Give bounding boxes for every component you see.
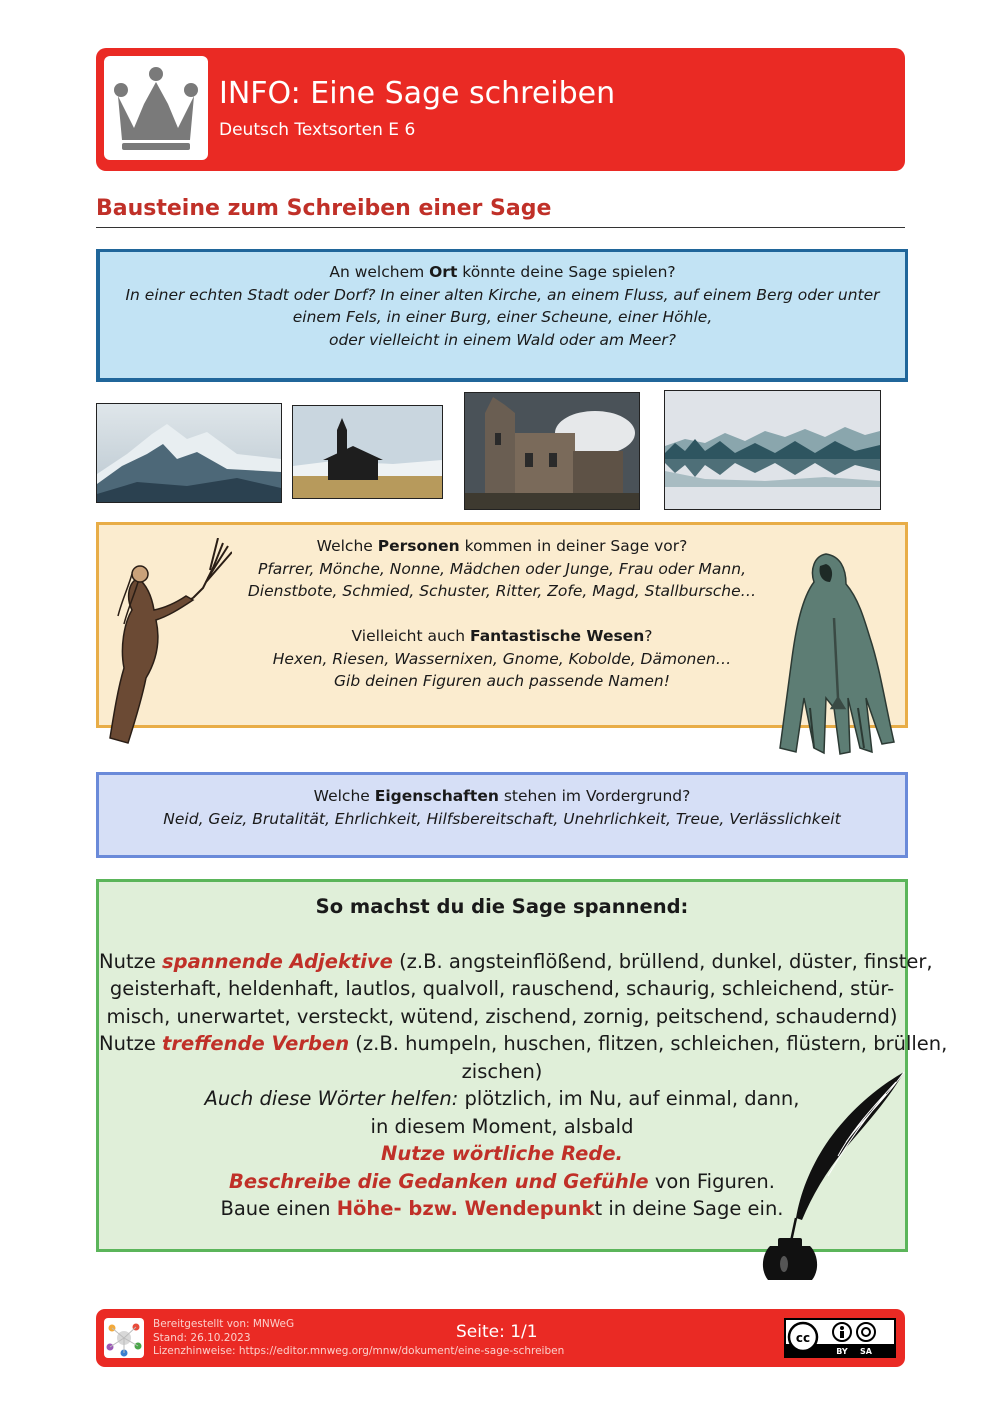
sa-share-icon (857, 1323, 875, 1341)
footer-license-link[interactable]: Lizenzhinweise: https://editor.mnweg.org/mnw/dokument/eine-sage-schreiben (153, 1345, 565, 1357)
cc-label: cc (795, 1331, 811, 1345)
thoughts-tip: Beschreibe die Gedanken und Gefühle von Figuren. (229, 1169, 775, 1193)
persons-list-line: Pfarrer, Mönche, Nonne, Mädchen oder Junge, Frau oder Mann, (257, 559, 746, 578)
footer-date: Stand: 26.10.2023 (153, 1332, 251, 1344)
helper-words-line: in diesem Moment, alsbald (370, 1114, 634, 1138)
traits-box (96, 772, 908, 858)
witch-illustration (98, 538, 232, 748)
place-example-line: einem Fels, in einer Burg, einer Scheune, einer Höhle, (292, 308, 713, 326)
lake-forest-image (664, 390, 881, 510)
creatures-question: Vielleicht auch Fantastische Wesen? (351, 627, 653, 645)
cc-by-label: BY (836, 1347, 848, 1356)
castle-ruin-image (464, 392, 640, 510)
quill-ink-illustration (756, 1068, 908, 1288)
creatures-list-line: Hexen, Riesen, Wassernixen, Gnome, Kobolde, Dämonen… (272, 649, 732, 668)
logo (104, 56, 208, 160)
page-number: Seite: 1/1 (456, 1322, 538, 1342)
direct-speech-tip: Nutze wörtliche Rede. (381, 1142, 623, 1165)
cc-sa-label: SA (860, 1347, 872, 1356)
place-example-line: In einer echten Stadt oder Dorf? In einer alten Kirche, an einem Fluss, auf einem Berg oder unter (125, 285, 880, 304)
adjectives-line: Nutze spannende Adjektive (z.B. angsteinflößend, brüllend, dunkel, düster, finster, (99, 949, 933, 973)
persons-question: Welche Personen kommen in deiner Sage vor? (316, 537, 688, 555)
creatures-list-line: Gib deinen Figuren auch passende Namen! (334, 672, 670, 690)
cc-by-sa-badge[interactable] (784, 1318, 896, 1358)
adjectives-line: misch, unerwartet, versteckt, wütend, zischend, zornig, peitschend, schaudernd) (106, 1004, 898, 1028)
footer-provided-by: Bereitgestellt von: MNWeG (153, 1318, 295, 1330)
traits-list: Neid, Geiz, Brutalität, Ehrlichkeit, Hilfsbereitschaft, Unehrlichkeit, Treue, Verlässlichkeit (163, 809, 841, 828)
helper-words-line: Auch diese Wörter helfen: plötzlich, im Nu, auf einmal, dann, (204, 1087, 800, 1110)
adjectives-line: geisterhaft, heldenhaft, lautlos, qualvoll, rauschend, schaurig, schleichend, stür- (109, 977, 895, 1000)
church-image (292, 405, 443, 499)
crown-icon (104, 56, 208, 160)
mountain-image (96, 403, 282, 503)
section-title: Bausteine zum Schreiben einer Sage (96, 196, 552, 221)
persons-list-line: Dienstbote, Schmied, Schuster, Ritter, Zofe, Magd, Stallbursche… (247, 582, 757, 600)
mnweg-logo (104, 1318, 144, 1358)
traits-question: Welche Eigenschaften stehen im Vordergrund? (313, 787, 691, 805)
page-title: INFO: Eine Sage schreiben (219, 76, 616, 111)
place-box (96, 249, 908, 382)
section-divider (96, 227, 905, 228)
place-question: An welchem Ort könnte deine Sage spielen? (329, 263, 676, 281)
page-subtitle: Deutsch Textsorten E 6 (219, 120, 416, 140)
suspense-heading: So machst du die Sage spannend: (315, 895, 689, 918)
verbs-line: zischen) (461, 1059, 543, 1083)
turning-point-tip: Baue einen Höhe- bzw. Wendepunkt in deine Sage ein. (220, 1197, 784, 1220)
cloaked-statue-illustration (774, 548, 902, 760)
place-example-line: oder vielleicht in einem Wald oder am Meer? (328, 330, 677, 349)
verbs-line: Nutze treffende Verben (z.B. humpeln, huschen, flitzen, schleichen, flüstern, brüllen, (99, 1032, 948, 1055)
